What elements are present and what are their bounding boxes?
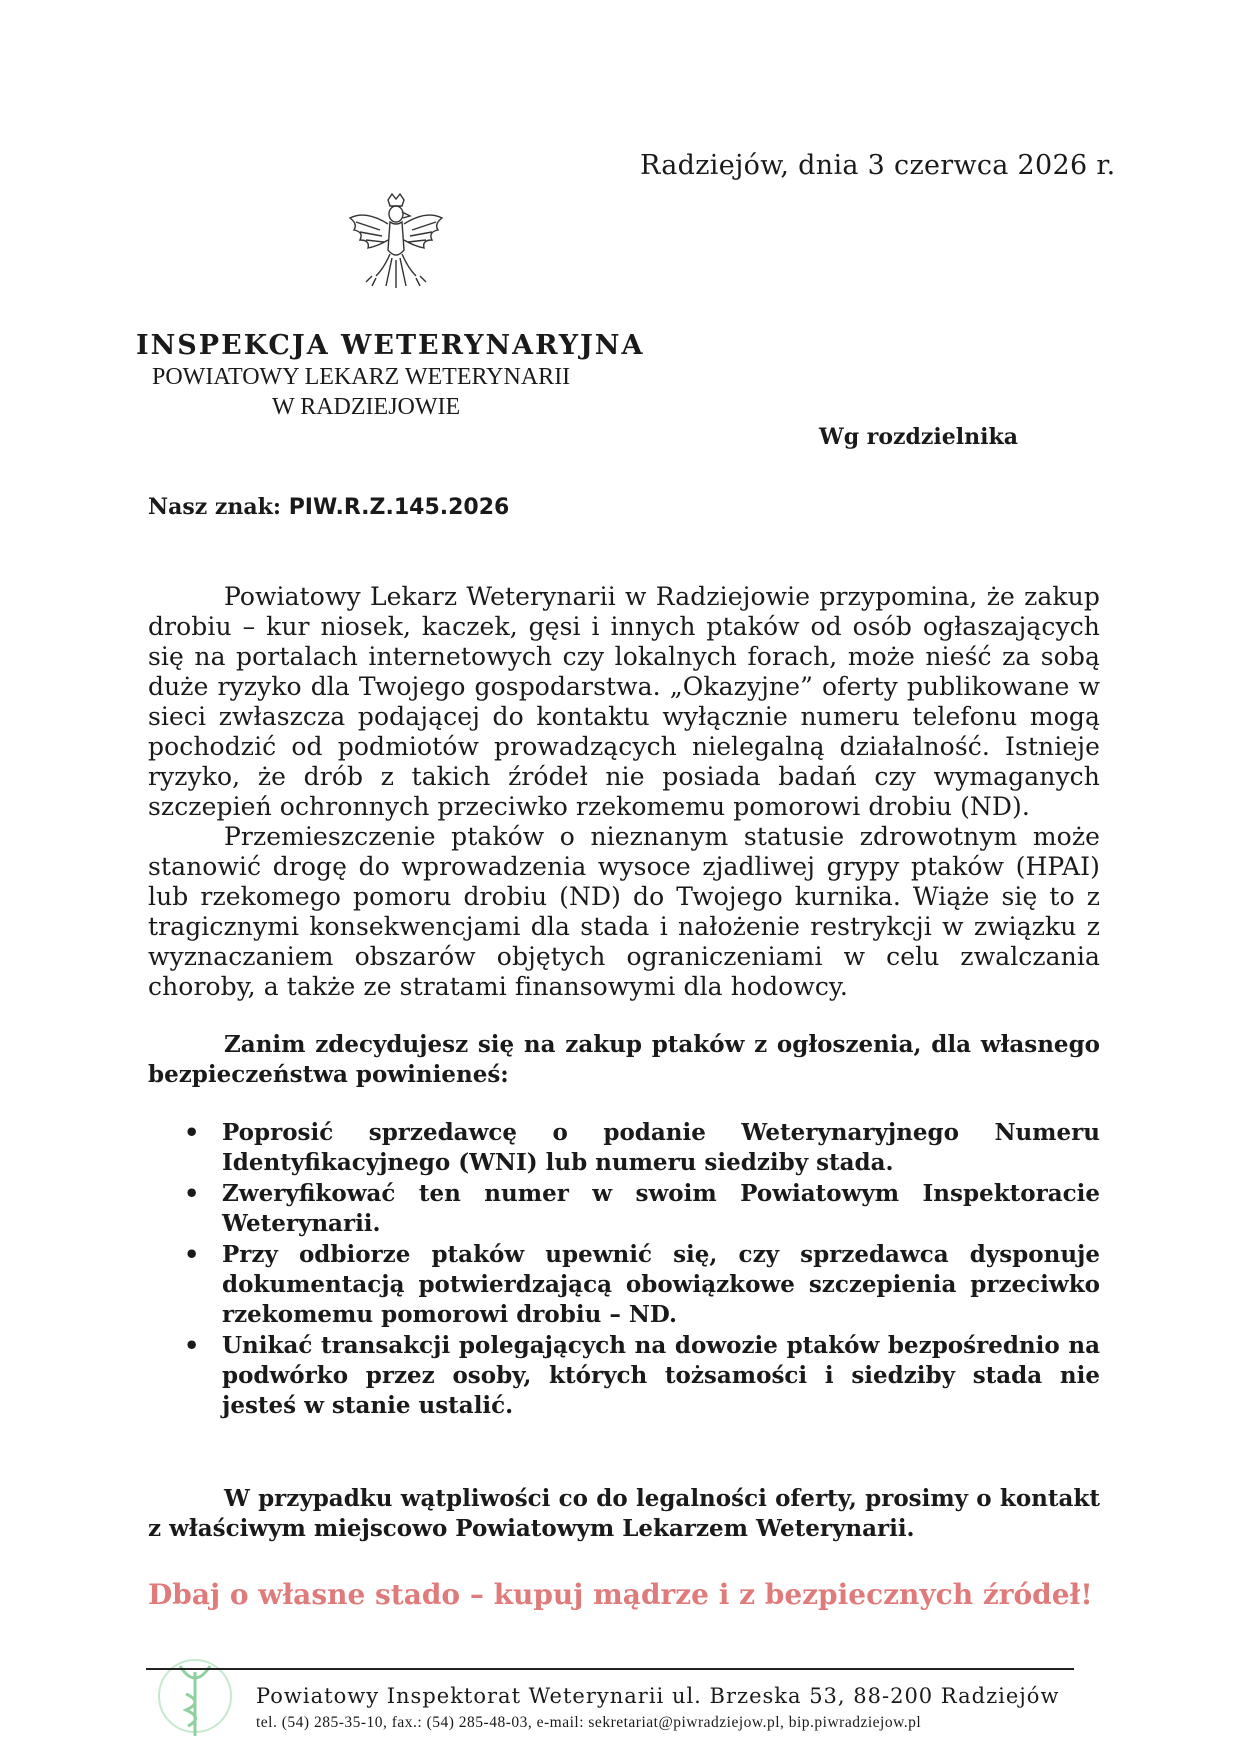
list-item-text: Zweryfikować ten numer w swoim Powiatowym Inspektoracie Weterynarii.	[222, 1180, 1100, 1237]
slogan: Dbaj o własne stado – kupuj mądrze i z bezpiecznych źródeł!	[148, 1578, 1093, 1611]
bullet-icon: •	[184, 1240, 200, 1269]
bullet-icon: •	[184, 1179, 200, 1208]
polish-eagle-emblem-icon	[336, 190, 456, 300]
organization-location: W RADZIEJOWIE	[272, 394, 461, 420]
organization-name: INSPEKCJA WETERYNARYJNA	[136, 330, 645, 361]
closing-paragraph: W przypadku wątpliwości co do legalności oferty, prosimy o kontakt z właściwym miejscowo Powiatowym Lekarzem Weterynarii.	[148, 1485, 1100, 1542]
recommendations-intro: Zanim zdecydujesz się na zakup ptaków z ogłoszenia, dla własnego bezpieczeństwa powinieneś:	[148, 1031, 1100, 1088]
organization-title: POWIATOWY LEKARZ WETERYNARII	[152, 364, 571, 390]
document-date: Radziejów, dnia 3 czerwca 2026 r.	[640, 150, 1116, 181]
list-item	[148, 1240, 1100, 1330]
list-item-text: Unikać transakcji polegających na dowozie ptaków bezpośrednio na podwórko przez osoby, których tożsamości i siedziby stada nie jesteś w stanie ustalić.	[222, 1332, 1100, 1419]
addressee: Wg rozdzielnika	[819, 424, 1018, 450]
footer-divider	[146, 1668, 1074, 1670]
list-item-text: Przy odbiorze ptaków upewnić się, czy sprzedawca dysponuje dokumentacją potwierdzającą obowiązkowe szczepienia przeciwko rzekomemu pomorowi drobiu – ND.	[222, 1241, 1100, 1328]
reference-number	[148, 494, 509, 520]
list-item	[148, 1179, 1100, 1239]
body-paragraph-2: Przemieszczenie ptaków o nieznanym statusie zdrowotnym może stanowić drogę do wprowadzenia wysoce zjadliwej grypy ptaków (HPAI) lub rzekomego pomoru drobiu (ND) do Twojego kurnika. Wiąże się to z tragicznymi konsekwencjami dla stada i nałożenie restrykcji w związku z wyznaczaniem obszarów objętych ograniczeniami w celu zwalczania choroby, a także ze stratami finansowymi dla hodowcy.	[148, 822, 1100, 1001]
list-item-text: Poprosić sprzedawcę o podanie Weterynaryjnego Numeru Identyfikacyjnego (WNI) lub numeru siedziby stada.	[222, 1119, 1100, 1176]
list-item	[148, 1118, 1100, 1178]
reference-label: Nasz znak:	[148, 494, 282, 520]
body-paragraph-1: Powiatowy Lekarz Weterynarii w Radziejowie przypomina, że zakup drobiu – kur niosek, kaczek, gęsi i innych ptaków od osób ogłaszających się na portalach internetowych czy lokalnych forach, może nieść za sobą duże ryzyko dla Twojego gospodarstwa. „Okazyjne” oferty publikowane w sieci zwłaszcza podającej do kontaktu wyłącznie numeru telefonu mogą pochodzić od podmiotów prowadzących nielegalną działalność. Istnieje ryzyko, że drób z takich źródeł nie posiada badań czy wymaganych szczepień ochronnych przeciwko rzekomemu pomorowi drobiu (ND).	[148, 582, 1100, 821]
reference-value: PIW.R.Z.145.2026	[288, 495, 510, 520]
veterinary-caduceus-logo-icon	[150, 1650, 240, 1742]
recommendations-list	[148, 1118, 1100, 1422]
footer-address: Powiatowy Inspektorat Weterynarii ul. Brzeska 53, 88-200 Radziejów	[256, 1684, 1060, 1708]
footer-contact: tel. (54) 285-35-10, fax.: (54) 285-48-03, e-mail: sekretariat@piwradziejow.pl, bip.piwradziejow.pl	[256, 1714, 922, 1731]
bullet-icon: •	[184, 1331, 200, 1360]
bullet-icon: •	[184, 1118, 200, 1147]
list-item	[148, 1331, 1100, 1421]
